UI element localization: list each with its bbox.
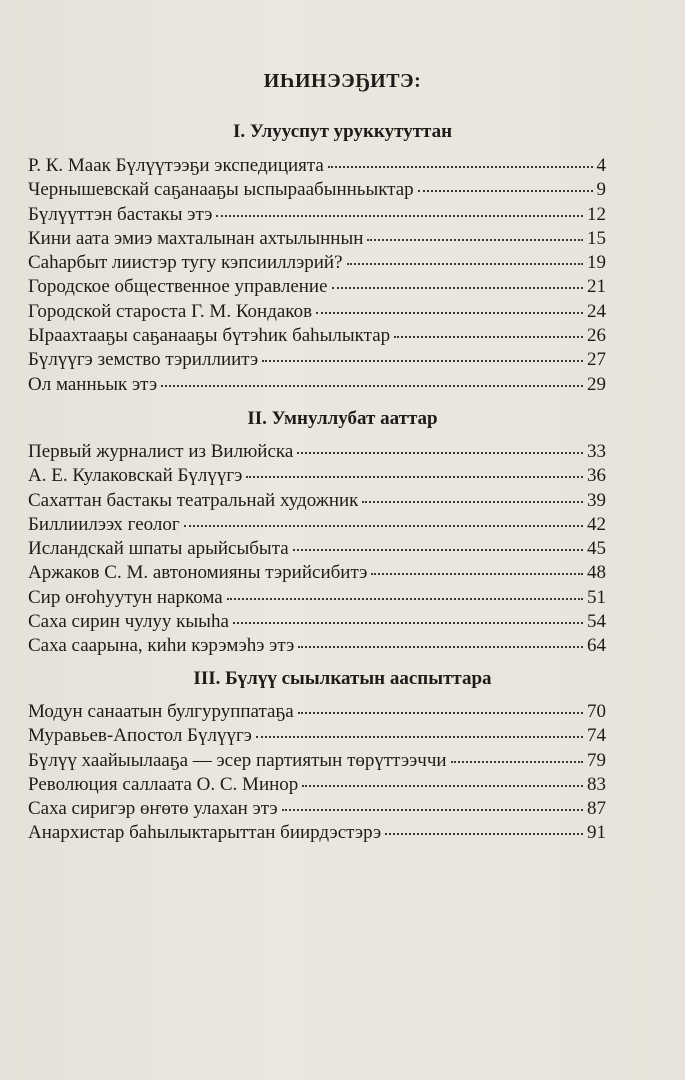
toc-entry: Саха сирин чулуу кыыһа 54 <box>28 611 606 633</box>
toc-entry: А. Е. Кулаковскай Бүлүүгэ 36 <box>28 465 606 487</box>
toc-entry: Первый журналист из Вилюйска 33 <box>28 441 606 462</box>
section-2-entries <box>28 440 606 659</box>
section-title-3: III. Бүлүү сыылкатын ааспыттара <box>193 668 492 689</box>
toc-entry: Саха сиригэр өҥөтө улахан этэ 87 <box>28 798 606 820</box>
toc-entry: Чернышевскай саҕанааҕы ыспыраабынньыктар 9 <box>28 179 606 201</box>
toc-entry: Анархистар баһылыктарыттан биирдэстэрэ 91 <box>28 822 606 844</box>
toc-entry: Ыраахтааҕы саҕанааҕы бүтэһик баһылыктар 26 <box>28 325 606 347</box>
toc-entry: Муравьев-Апостол Бүлүүгэ 74 <box>28 725 606 747</box>
toc-entry: Модун санаатын булгуруппатаҕа 70 <box>28 701 606 722</box>
section-3-entries <box>28 700 606 846</box>
toc-entry: Городское общественное управление 21 <box>28 276 606 298</box>
toc-entry: Сахаттан бастакы театральнай художник 39 <box>28 489 606 511</box>
toc-entry: Бүлүүгэ земство тэриллиитэ 27 <box>28 349 606 371</box>
toc-entry: Р. К. Маак Бүлүүтээҕи экспедицията 4 <box>28 155 606 176</box>
toc-entry: Аржаков С. М. автономияны тэрийсибитэ 48 <box>28 562 606 584</box>
toc-entry: Кини аата эмиэ махталынан ахтылыннын 15 <box>28 227 606 249</box>
section-1-entries <box>28 154 606 397</box>
toc-entry: Исландскай шпаты арыйсыбыта 45 <box>28 538 606 560</box>
page-title: ИҺИНЭЭҔИТЭ: <box>263 70 422 92</box>
toc-entry: Саха саарына, киһи кэрэмэһэ этэ 64 <box>28 635 606 657</box>
toc-entry: Биллиилээх геолог 42 <box>28 513 606 535</box>
toc-entry: Саһарбыт лиистэр тугу кэпсииллэрий? 19 <box>28 252 606 274</box>
toc-entry: Революция саллаата О. С. Минор 83 <box>28 773 606 795</box>
section-title-1: I. Улууспут уруккутуттан <box>232 121 453 142</box>
toc-entry: Сир оҥоһуутун наркома 51 <box>28 586 606 608</box>
toc-entry: Бүлүү хаайыылааҕа — эсер партиятын төрүттээччи 79 <box>28 749 606 771</box>
toc-entry: Ол манньык этэ 29 <box>28 373 606 395</box>
toc-entry: Городской староста Г. М. Кондаков 24 <box>28 300 606 322</box>
section-title-2: II. Умнуллубат ааттар <box>247 408 438 429</box>
toc-entry: Бүлүүттэн бастакы этэ 12 <box>28 203 606 225</box>
